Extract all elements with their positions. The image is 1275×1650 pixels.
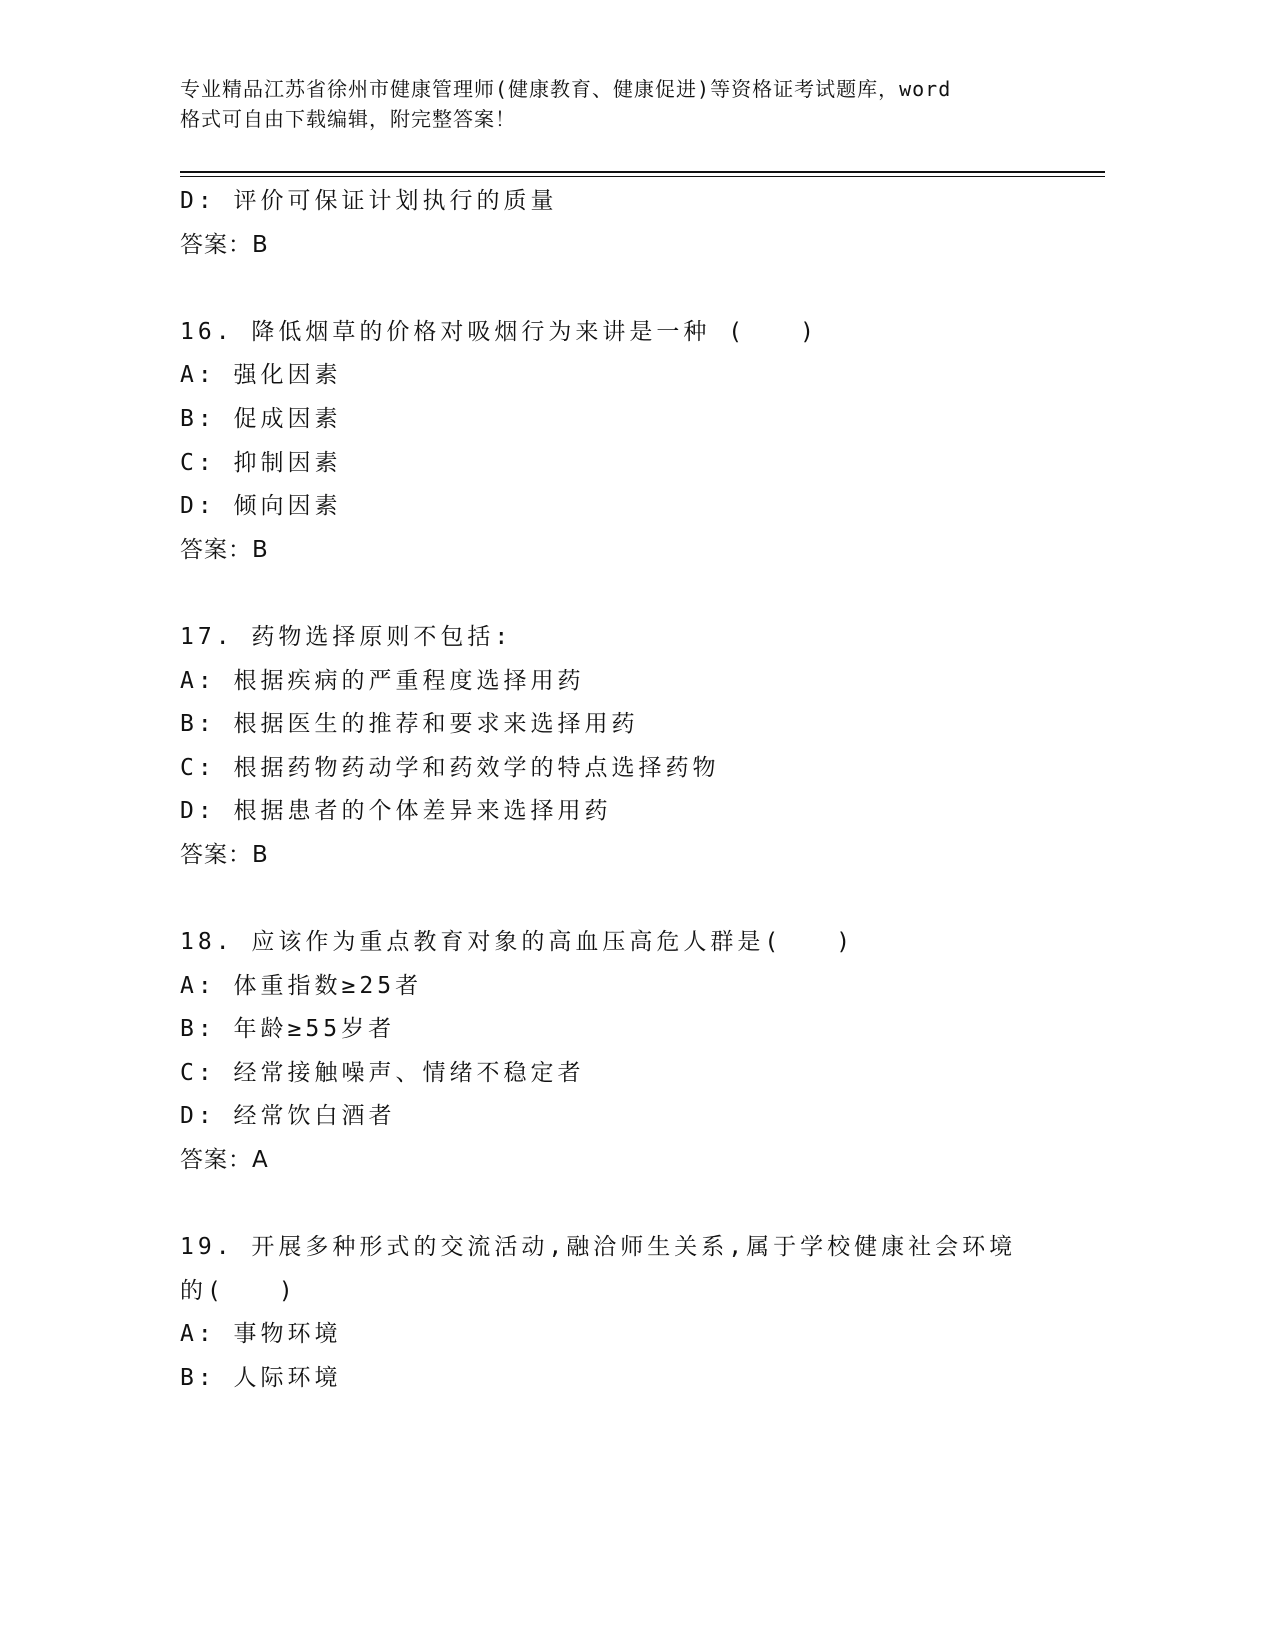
option: A: 强化因素 — [180, 362, 342, 389]
option: A: 体重指数≥25者 — [180, 972, 423, 999]
option: B: 促成因素 — [180, 405, 342, 432]
question-stem-continued: 的( ) — [180, 1277, 297, 1304]
question-16 — [180, 311, 1080, 573]
answer: 答案：A — [180, 1147, 269, 1174]
answer: 答案：B — [180, 231, 269, 258]
answer: 答案：B — [180, 536, 269, 563]
header-line: 格式可自由下载编辑，附完整答案！ — [180, 107, 516, 131]
option: D: 评价可保证计划执行的质量 — [180, 188, 558, 214]
option: C: 抑制因素 — [180, 449, 342, 476]
header-rule — [180, 176, 1105, 177]
header-line: 专业精品江苏省徐州市健康管理师(健康教育、健康促进)等资格证考试题库，word — [180, 77, 952, 101]
option: D: 根据患者的个体差异来选择用药 — [180, 798, 612, 825]
question-stem: 16. 降低烟草的价格对吸烟行为来讲是一种 ( ) — [180, 318, 818, 345]
question-stem: 19. 开展多种形式的交流活动,融洽师生关系,属于学校健康社会环境 — [180, 1234, 1017, 1261]
question-list — [180, 180, 1080, 1401]
question-19 — [180, 1226, 1080, 1400]
answer: 答案：B — [180, 841, 269, 868]
question-18 — [180, 921, 1080, 1183]
option: C: 经常接触噪声、情绪不稳定者 — [180, 1059, 585, 1086]
question-stem: 17. 药物选择原则不包括: — [180, 623, 513, 650]
question-stem: 18. 应该作为重点教育对象的高血压高危人群是( ) — [180, 929, 855, 956]
document-header — [180, 74, 1060, 134]
option: B: 根据医生的推荐和要求来选择用药 — [180, 711, 639, 738]
question-17 — [180, 616, 1080, 878]
option: D: 倾向因素 — [180, 493, 342, 520]
header-rule — [180, 171, 1105, 173]
option: C: 根据药物药动学和药效学的特点选择药物 — [180, 754, 720, 781]
option: D: 经常饮白酒者 — [180, 1103, 396, 1130]
option: B: 人际环境 — [180, 1365, 342, 1392]
option: B: 年龄≥55岁者 — [180, 1016, 396, 1043]
option: A: 事物环境 — [180, 1321, 342, 1348]
option: A: 根据疾病的严重程度选择用药 — [180, 667, 585, 694]
